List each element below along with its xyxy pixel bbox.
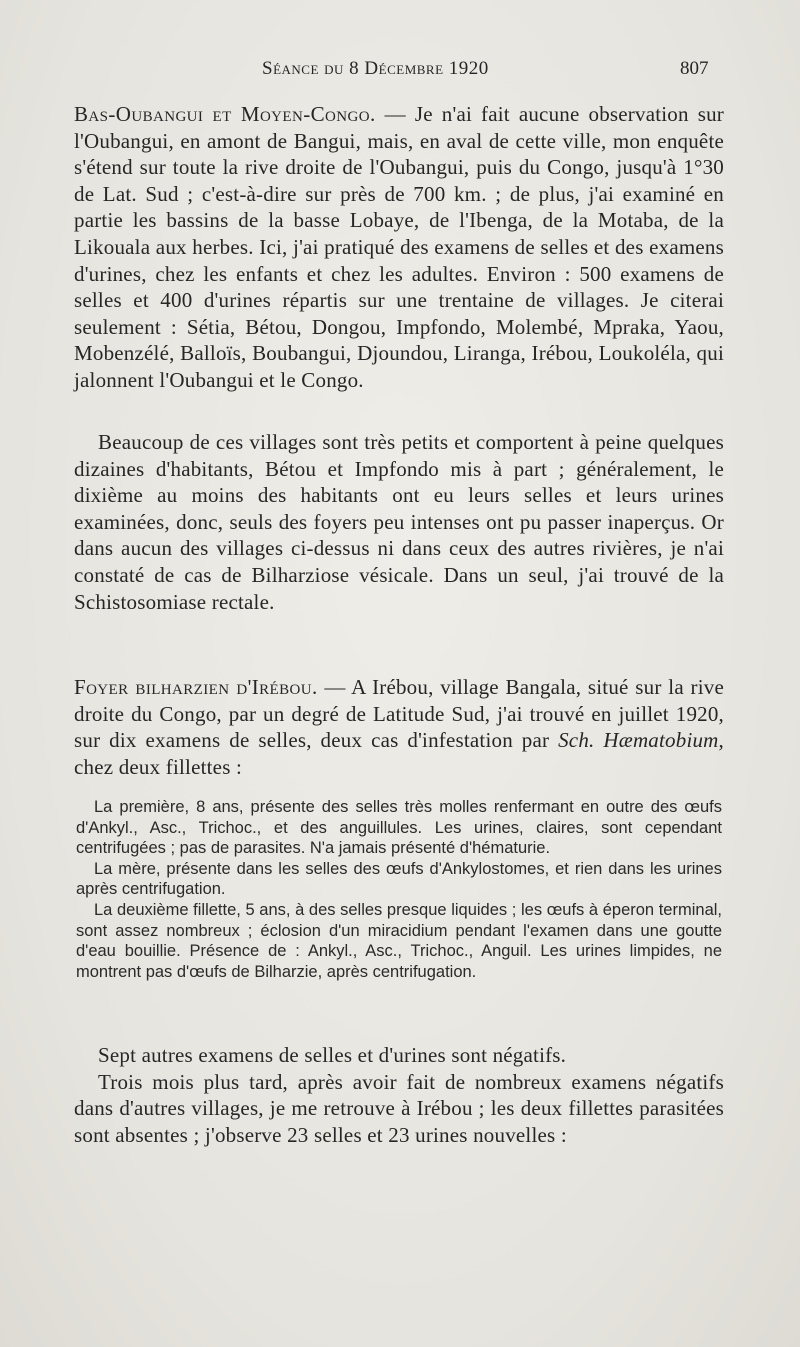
paragraph-text-end: , chez deux fillettes : xyxy=(74,728,724,779)
case-report: La deuxième fillette, 5 ans, à des selles presque liquides ; les œufs à éperon terminal, sont assez nombreux ; éclosion d'un miracidium pendant l'examen dans une goutte d'eau bouillie. Présence de : Ankyl., Asc., Trichoc., Anguil. Les urines limpides, ne montrent pas d'œufs de Bilharzie, après centrifugation. xyxy=(76,900,722,981)
section-bas-oubangui-continued xyxy=(74,429,724,615)
paragraph: Sept autres examens de selles et d'urines sont négatifs. xyxy=(98,1043,567,1067)
case-report: La première, 8 ans, présente des selles très molles renfermant en outre des œufs d'Ankyl., Asc., Trichoc., et des anguillules. Les urines, claires, sont cependant centrifugées ; pas de parasites. N'a jamais présenté d'hématurie. xyxy=(76,798,722,858)
section-heading: Bas-Oubangui et Moyen-Congo. xyxy=(74,102,376,126)
section-bas-oubangui xyxy=(74,101,724,394)
case-report: La mère, présente dans les selles des œufs d'Ankylostomes, et rien dans les urines après centrifugation. xyxy=(76,859,722,899)
paragraph: Trois mois plus tard, après avoir fait de nombreux examens négatifs dans d'autres villages, je me retrouve à Irébou ; les deux fillettes parasitées sont absentes ; j'observe 23 selles et 23 urines nouvelles : xyxy=(74,1069,724,1147)
section-heading: Foyer bilharzien d'Irébou. xyxy=(74,675,318,699)
closing-paragraphs xyxy=(74,1042,724,1148)
session-title: Séance du 8 Décembre 1920 xyxy=(262,58,489,79)
paragraph-text: — Je n'ai fait aucune observation sur l'Oubangui, en amont de Bangui, mais, en aval de cette ville, mon enquête s'étend sur toute la rive droite de l'Oubangui, puis du Congo, jusqu'à 1°30 de Lat. Sud ; c'est-à-dire sur près de 700 km. ; de plus, j'ai examiné en partie les bassins de la basse Lobaye, de l'Ibenga, de la Motaba, de la Likouala aux herbes. Ici, j'ai pratiqué des examens de selles et des examens d'urines, chez les enfants et chez les adultes. Environ : 500 examens de selles et 400 d'urines répartis sur une trentaine de villages. Je citerai seulement : Sétia, Bétou, Dongou, Impfondo, Molembé, Mpraka, Yaou, Mobenzélé, Balloïs, Boubangui, Djoundou, Liranga, Irébou, Loukoléla, qui jalonnent l'Oubangui et le Congo. xyxy=(74,102,724,392)
species-name: Sch. Hæmatobium xyxy=(558,728,719,753)
paragraph: Beaucoup de ces villages sont très petits et comportent à peine quelques dizaines d'habitants, Bétou et Impfondo mis à part ; généralement, le dixième au moins des habitants ont eu leurs selles et leurs urines examinées, donc, seuls des foyers peu intenses ont pu passer inaperçus. Or dans aucun des villages ci-dessus ni dans ceux des autres rivières, je n'ai constaté de cas de Bilharziose vésicale. Dans un seul, j'ai trouvé de la Schistosomiase rectale. xyxy=(74,430,724,614)
running-header xyxy=(0,58,800,88)
paragraph-text: — A Irébou, village Bangala, situé sur la rive droite du Congo, par un degré de Latitude Sud, j'ai trouvé en juillet 1920, sur dix examens de selles, deux cas d'infestation par xyxy=(74,675,725,753)
case-reports xyxy=(76,797,722,982)
section-foyer-irebou xyxy=(74,674,724,780)
paragraph xyxy=(74,101,724,394)
page-number: 807 xyxy=(680,58,709,79)
paragraph xyxy=(74,674,724,780)
